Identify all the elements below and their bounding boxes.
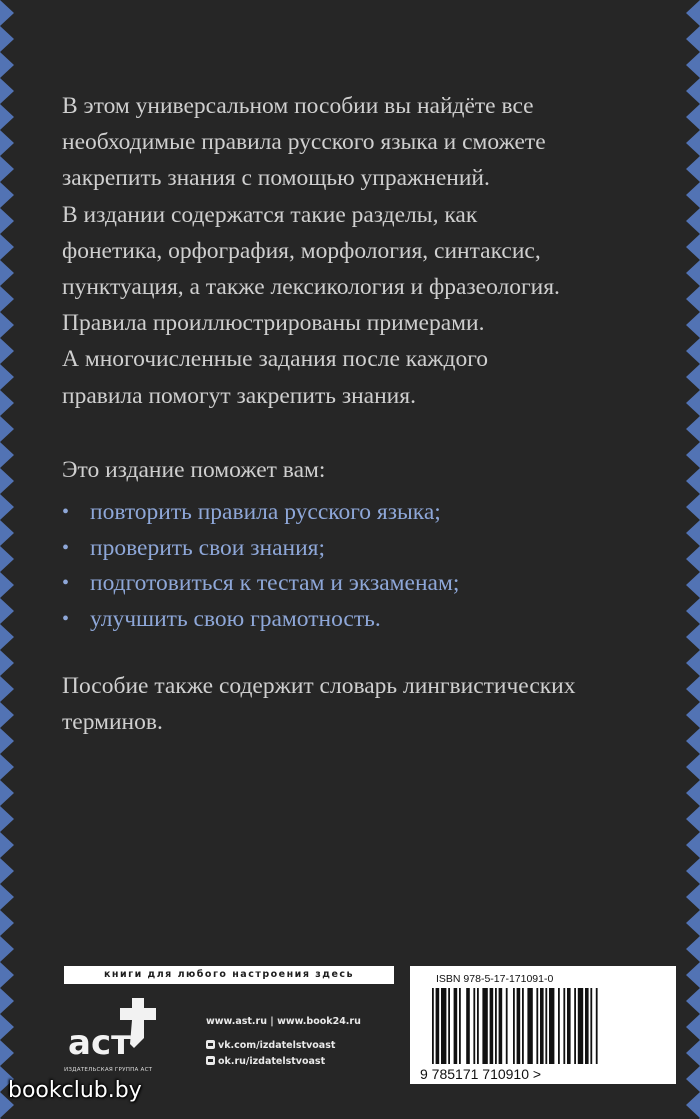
description-line: фонетика, орфография, морфология, синтаксис, <box>62 237 541 264</box>
logo-caption: ИЗДАТЕЛЬСКАЯ ГРУППА АСТ <box>64 1067 153 1073</box>
description-paragraph <box>62 88 652 414</box>
logo-wordmark: аст <box>68 1023 131 1063</box>
description-line: Правила проиллюстрированы примерами. <box>62 310 485 337</box>
closing-paragraph <box>62 668 652 740</box>
ast-logo-icon <box>62 994 192 1074</box>
description-line: В издании содержатся такие разделы, как <box>62 201 478 228</box>
bullet-icon: • <box>62 536 70 559</box>
bullet-icon: • <box>62 572 70 595</box>
barcode-box <box>410 966 676 1084</box>
description-line: В этом универсальном пособии вы найдёте все <box>62 93 534 119</box>
isbn-number: ISBN 978-5-17-171091-0 <box>436 973 554 985</box>
vk-icon <box>206 1040 215 1049</box>
watermark: bookclub.by <box>8 1078 142 1103</box>
barcode-icon <box>432 988 658 1068</box>
bullet-icon: • <box>62 607 70 630</box>
description-line: закрепить знания с помощью упражнений. <box>62 165 490 192</box>
description-line: пунктуация, а также лексикология и фразеология. <box>62 274 560 301</box>
social-link-ok: ok.ru/izdatelstvoast <box>206 1056 325 1067</box>
slogan-banner: книги для любого настроения здесь <box>64 966 394 984</box>
closing-line: Пособие также содержит словарь лингвистических <box>62 673 576 699</box>
benefits-intro: Это издание поможет вам: <box>62 457 326 483</box>
barcode-digits: 9 785171 710910 > <box>420 1066 542 1082</box>
ok-icon <box>206 1056 215 1065</box>
publisher-websites: www.ast.ru | www.book24.ru <box>206 1016 361 1027</box>
closing-line: терминов. <box>62 709 163 736</box>
bullet-icon: • <box>62 501 70 523</box>
description-line: необходимые правила русского языка и сможете <box>62 129 546 156</box>
description-line: А многочисленные задания после каждого <box>62 346 489 373</box>
description-line: правила помогут закрепить знания. <box>62 382 416 409</box>
social-link-vk: vk.com/izdatelstvoast <box>206 1040 335 1051</box>
